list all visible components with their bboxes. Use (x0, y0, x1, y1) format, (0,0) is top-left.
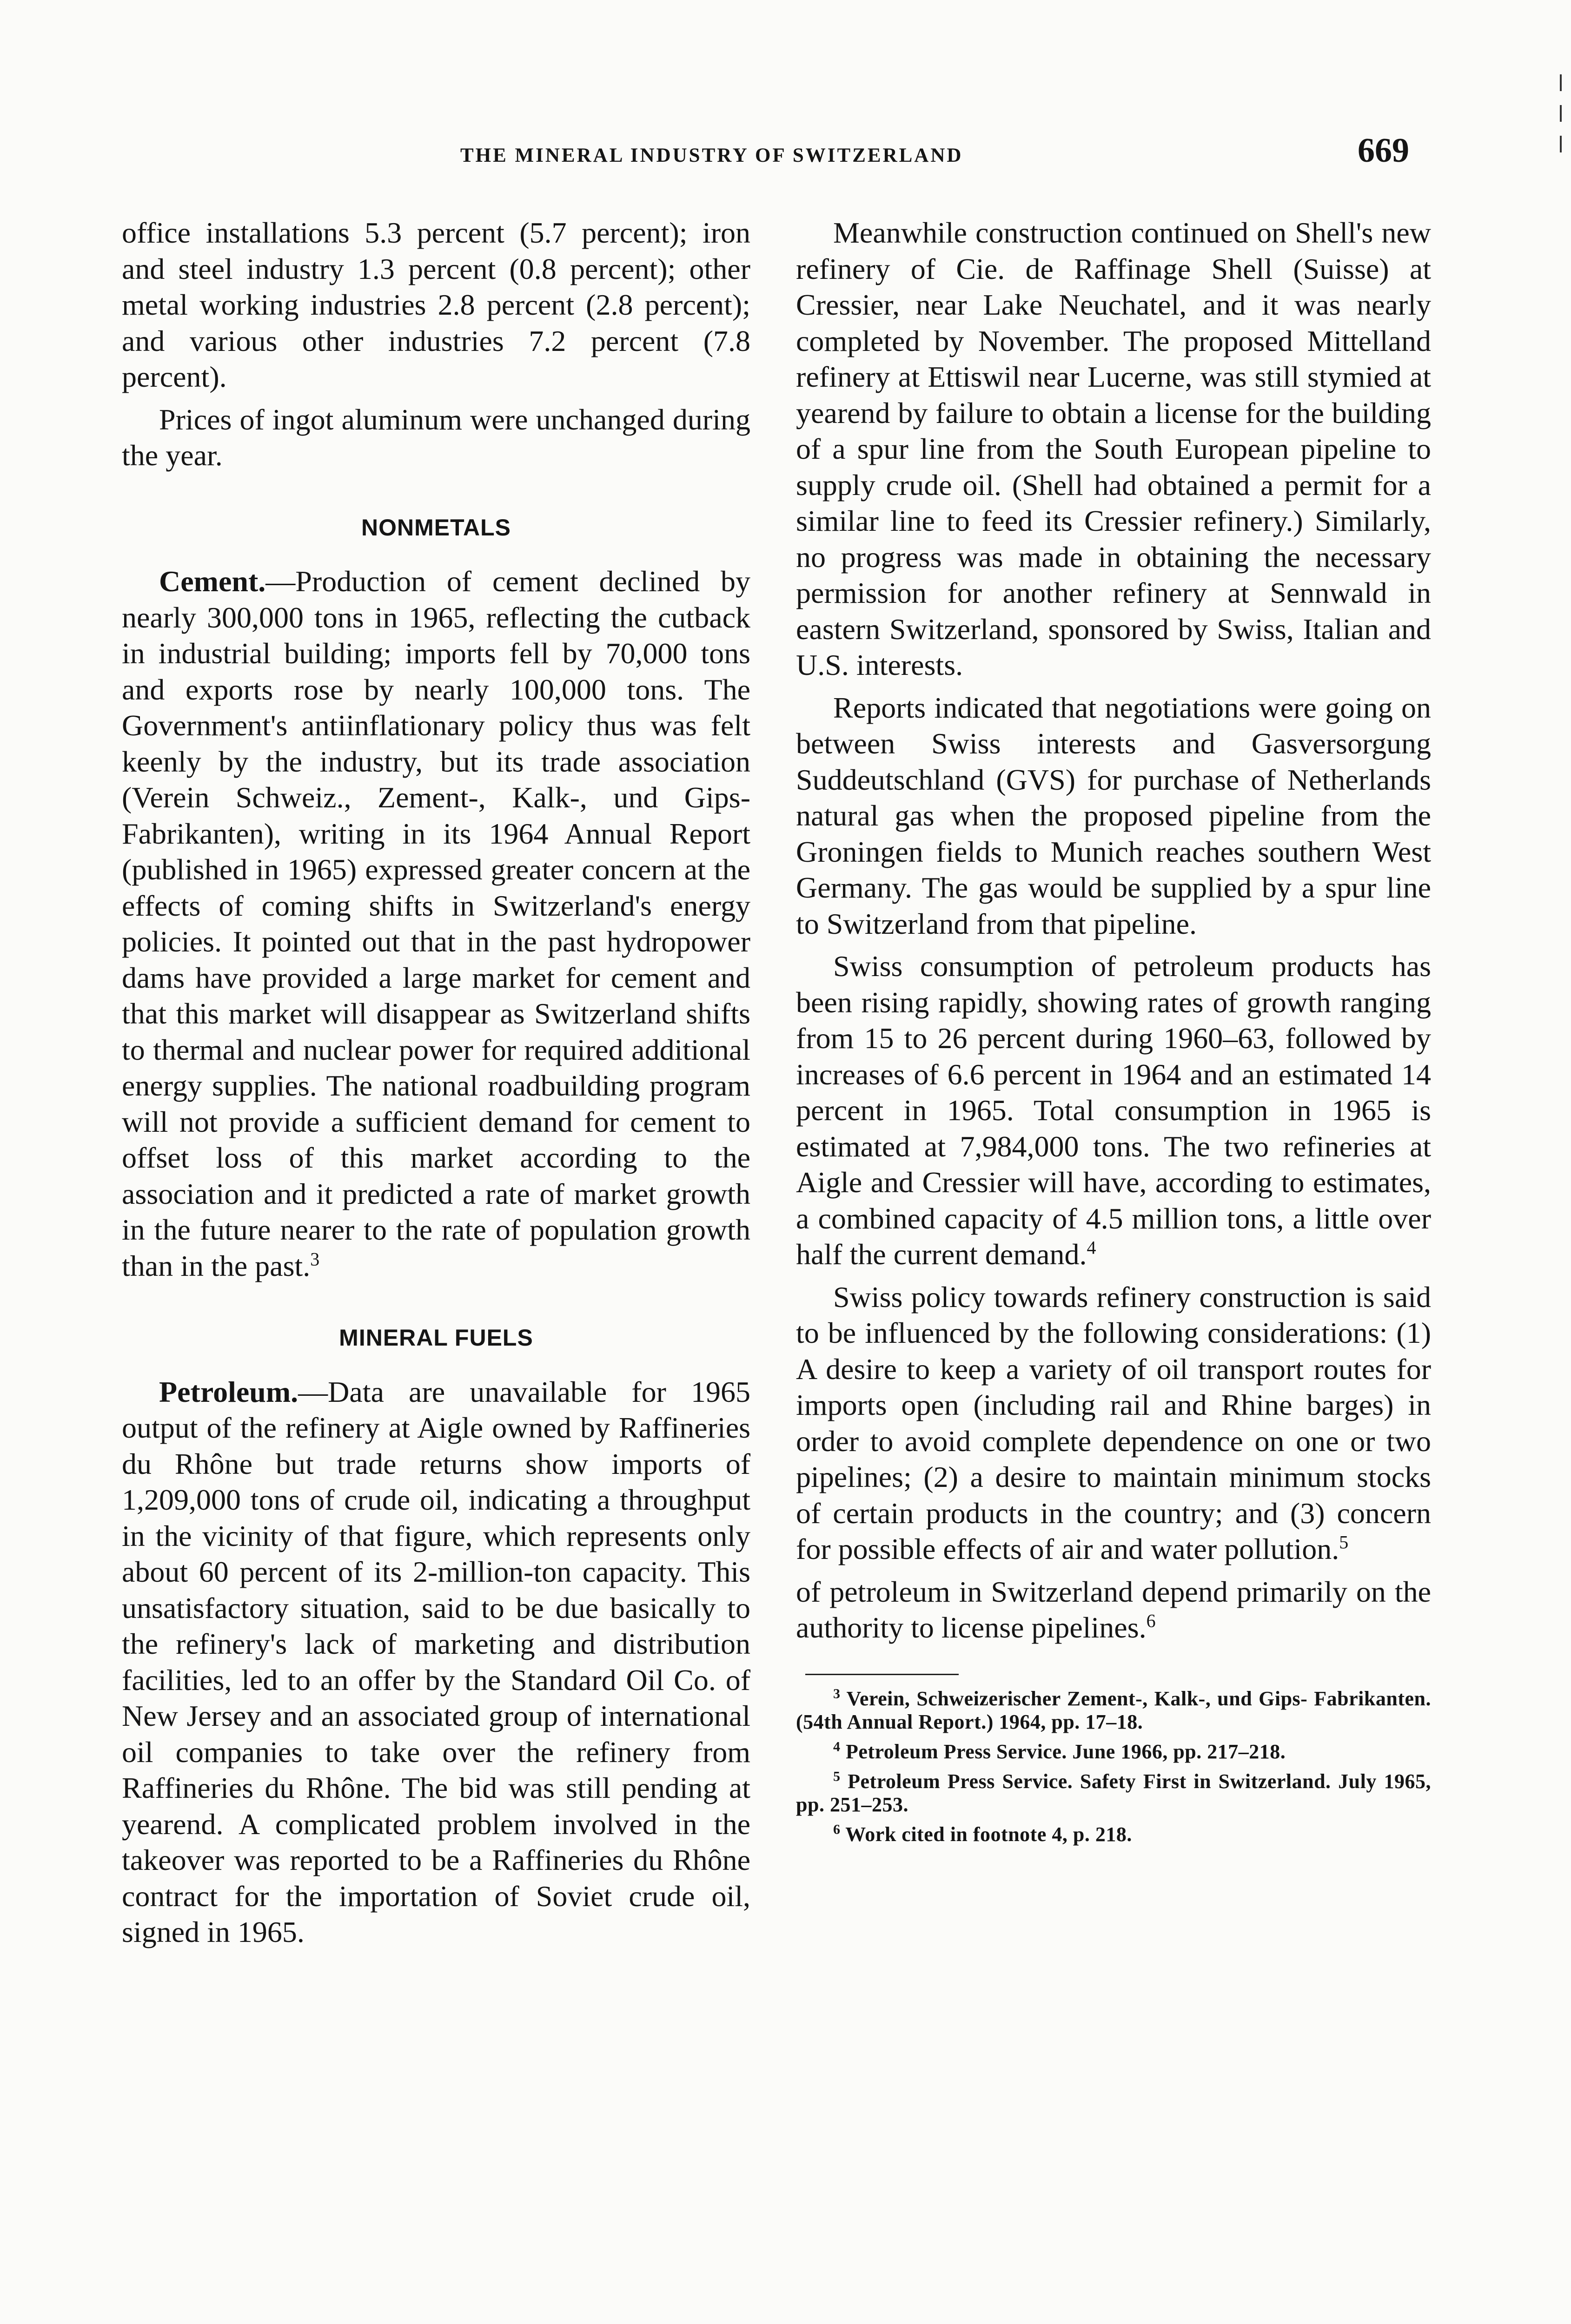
page-number: 669 (1358, 132, 1409, 170)
paragraph (796, 1279, 1431, 1567)
right-column (796, 215, 1431, 1853)
paragraph (796, 1574, 1431, 1646)
paragraph-text: of petroleum in Switzerland depend primarily on the authority to license pipelines. (796, 1575, 1431, 1644)
edge-mark (1560, 136, 1562, 152)
run-in-heading-petroleum: Petroleum. (159, 1375, 298, 1408)
footnote-divider (805, 1674, 959, 1675)
paragraph: Reports indicated that negotiations were going on between Swiss interests and Gasversorgung Suddeutschland (GVS) for purchase of Netherlands natural gas when the proposed pipeline from the Groningen fields to Munich reaches southern West Germany. The gas would be supplied by a spur line to Switzerland from that pipeline. (796, 691, 1431, 940)
paragraph-cement (122, 563, 750, 1284)
section-heading-nonmetals: NONMETALS (361, 514, 511, 541)
left-column (122, 215, 750, 1957)
paragraph-text: —Production of cement declined by nearly 300,000 tons in 1965, reflecting the cutback in industrial building; imports fell by 70,000 tons and exports rose by nearly 100,000 tons. The Government's antiinflationary policy thus was felt keenly by the industry, but its trade association (Verein Schweiz., Zement-, Kalk-, und Gips-Fabrikanten), writing in its 1964 Annual Report (published in 1965) expressed greater concern at the effects of coming shifts in Switzerland's energy policies. It pointed out that in the past hydropower dams have provided a large market for cement and that this market will disappear as Switzerland shifts to thermal and nuclear power for required additional energy supplies. The national roadbuilding program will not provide a sufficient demand for cement to offset loss of this market according to the association and it predicted a rate of market growth in the future nearer to the rate of population growth than in the past. (122, 565, 750, 1282)
footnote (796, 1770, 1431, 1816)
paragraph-text: Swiss consumption of petroleum products has been rising rapidly, showing rates of growth ranging from 15 to 26 percent during 1960–63, followed by increases of 6.6 percent in 1964 and an estimated 14 percent in 1965. Total consumption in 1965 is estimated at 7,984,000 tons. The two refineries at Aigle and Cressier will have, according to estimates, a combined capacity of 4.5 million tons, a little over half the current demand. (796, 950, 1431, 1271)
footnote-text: Work cited in footnote 4, p. 218. (845, 1822, 1132, 1846)
paragraph: Meanwhile construction continued on Shell's new refinery of Cie. de Raffinage Shell (Suisse) at Cressier, near Lake Neuchatel, and it was nearly completed by November. The proposed Mittelland refinery at Ettiswil near Lucerne, was still stymied at yearend by failure to obtain a license for the building of a spur line from the South European pipeline to supply crude oil. (Shell had obtained a permit for a similar line to feed its Cressier refinery.) Similarly, no progress was made in obtaining the necessary permission for another refinery at Sennwald in eastern Switzerland, sponsored by Swiss, Italian and U.S. interests. (796, 216, 1431, 681)
edge-mark (1560, 105, 1562, 122)
footnote-reference: 6 (1146, 1610, 1156, 1631)
footnote (796, 1687, 1431, 1734)
footnote-marker: 3 (833, 1685, 841, 1701)
paragraph: Prices of ingot aluminum were unchanged during the year. (122, 403, 750, 472)
paragraph-petroleum (122, 1374, 750, 1950)
run-in-heading-cement: Cement. (159, 565, 266, 598)
footnote-marker: 4 (833, 1738, 841, 1754)
footnote (796, 1823, 1431, 1846)
footnote (796, 1740, 1431, 1763)
paragraph-text: Swiss policy towards refinery construction is said to be influenced by the following considerations: (1) A desire to keep a variety of oil transport routes for imports open (including rail and Rhine barges) in order to avoid complete dependence on one or two pipelines; (2) a desire to maintain minimum stocks of certain products in the country; and (3) concern for possible effects of air and water pollution. (796, 1280, 1431, 1565)
footnotes (796, 1687, 1431, 1846)
footnote-text: Petroleum Press Service. Safety First in Switzerland. July 1965, pp. 251–253. (796, 1769, 1432, 1816)
footnote-marker: 6 (833, 1821, 841, 1837)
footnote-marker: 5 (833, 1768, 841, 1784)
footnote-reference: 5 (1339, 1532, 1349, 1553)
paragraph-text: —Data are unavailable for 1965 output of the refinery at Aigle owned by Raffineries du Rhône but trade returns show imports of 1,209,000 tons of crude oil, indicating a throughput in the vicinity of that figure, which represents only about 60 percent of its 2-million-ton capacity. This unsatisfactory situation, said to be due basically to the refinery's lack of marketing and distribution facilities, led to an offer by the Standard Oil Co. of New Jersey and an associated group of international oil companies to take over the refinery from Raffineries du Rhône. The bid was still pending at yearend. A complicated problem involved in the takeover was reported to be a Raffineries du Rhône contract for the importation of Soviet crude oil, signed in 1965. (122, 1375, 750, 1948)
paragraph (796, 948, 1431, 1273)
footnote-text: Petroleum Press Service. June 1966, pp. 217–218. (846, 1740, 1286, 1763)
edge-mark (1560, 74, 1562, 91)
footnote-text: Verein, Schweizerischer Zement-, Kalk-, und Gips- Fabrikanten. (54th Annual Report.) 1964, pp. 17–18. (796, 1687, 1431, 1733)
running-title: THE MINERAL INDUSTRY OF SWITZERLAND (460, 145, 963, 166)
footnote-reference: 4 (1087, 1237, 1096, 1258)
scan-edge-marks (1560, 74, 1563, 166)
footnote-reference: 3 (310, 1248, 320, 1270)
section-heading-mineral-fuels: MINERAL FUELS (339, 1325, 533, 1351)
paragraph: office installations 5.3 percent (5.7 percent); iron and steel industry 1.3 percent (0.8 percent); other metal working industries 2.8 percent (2.8 percent); and various other industries 7.2 percent (7.8 percent). (122, 216, 750, 393)
